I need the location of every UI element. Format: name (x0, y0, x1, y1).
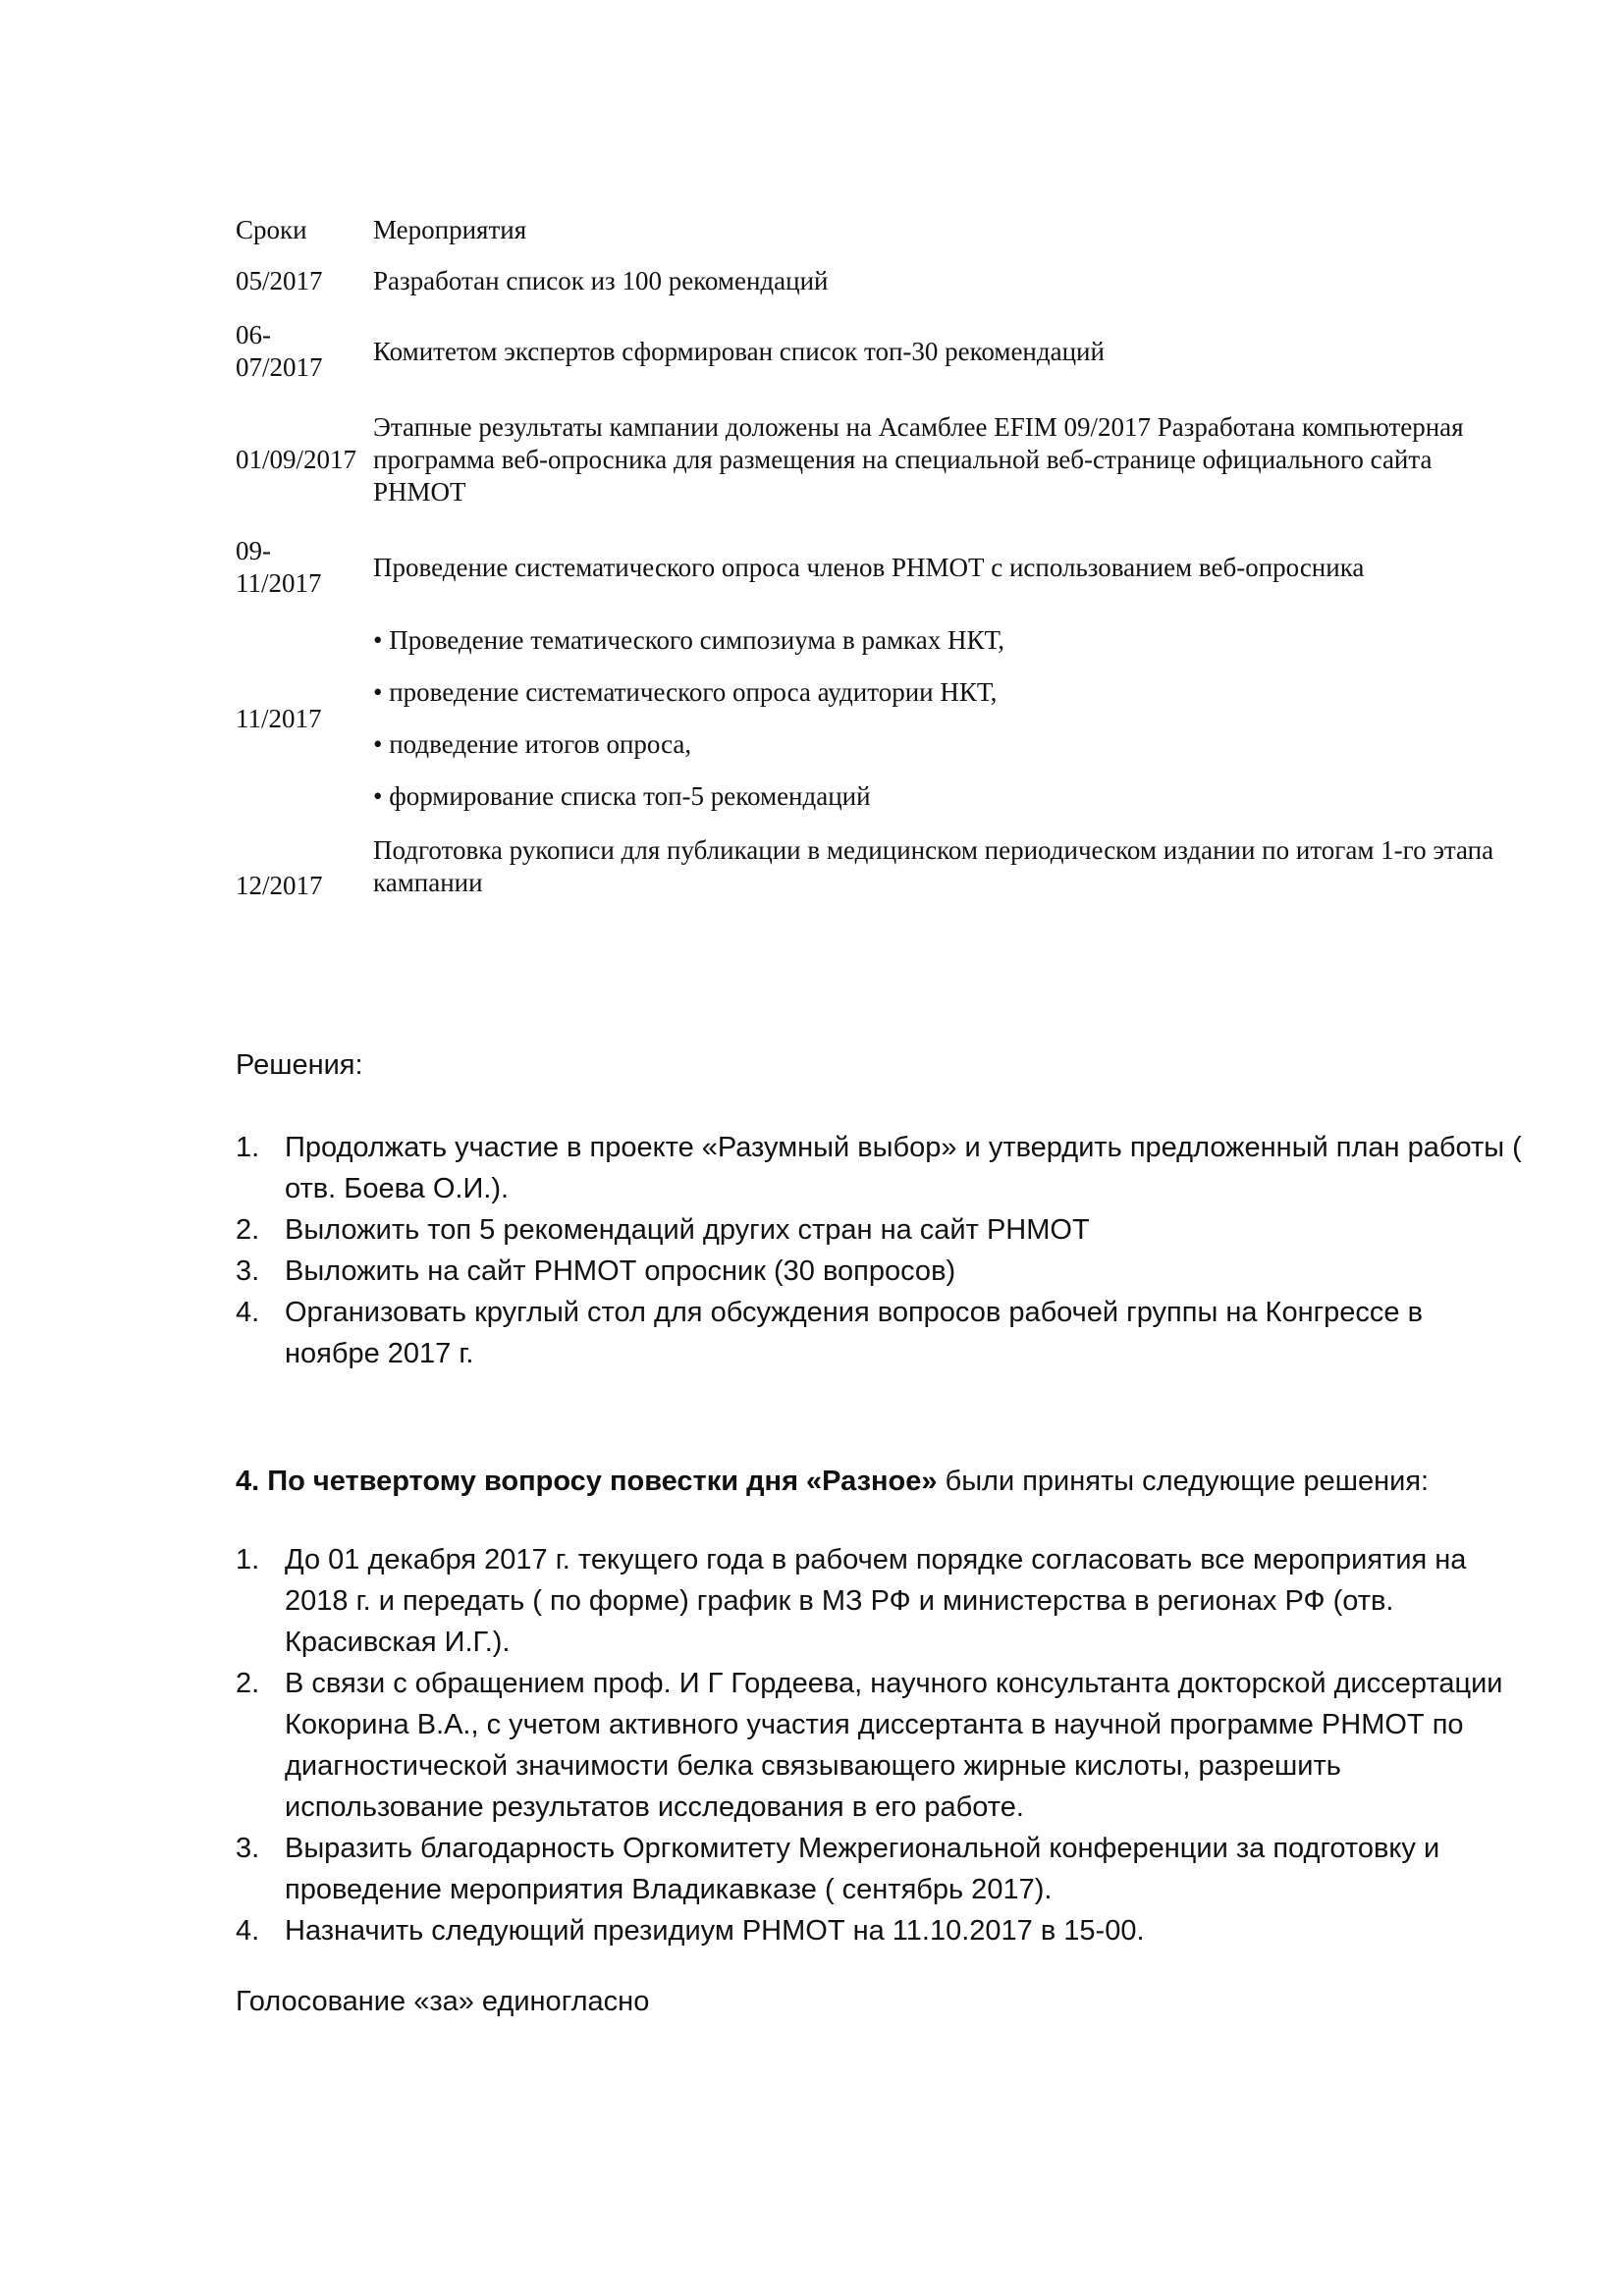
item-text: Назначить следующий президиум РНМОТ на 11.10.2017 в 15-00. (285, 1915, 1145, 1947)
item-text: Продолжать участие в проекте «Разумный выбор» и утвердить предложенный план работы ( отв. Боева О.И.). (285, 1132, 1522, 1204)
list-item (236, 1251, 1522, 1292)
section-4-heading (236, 1461, 1522, 1502)
item-number: 3. (236, 1255, 260, 1287)
item-text: До 01 декабря 2017 г. текущего года в рабочем порядке согласовать все мероприятия на 2018 г. и передать ( по форме) график в МЗ РФ и министерства в регионах РФ (отв. Красивская И.Г.). (285, 1544, 1467, 1658)
item-text: Выразить благодарность Оргкомитету Межрегиональной конференции за подготовку и проведение мероприятия Владикавказе ( сентябрь 2017). (285, 1833, 1440, 1905)
bullet-item: • формирование списка топ-5 рекомендаций (373, 781, 871, 811)
schedule-row (236, 253, 1522, 308)
section-4-heading-rest: были приняты следующие решения: (937, 1466, 1430, 1497)
list-item (236, 1127, 1522, 1209)
decisions-title: Решения: (236, 1049, 363, 1081)
list-item (236, 1663, 1522, 1828)
item-text: Выложить на сайт РНМОТ опросник (30 вопросов) (285, 1255, 956, 1287)
item-number: 2. (236, 1214, 260, 1246)
header-event: Мероприятия (373, 214, 527, 244)
row-event: Проведение систематического опроса членов РНМОТ с использованием веб-опросника (373, 552, 1365, 582)
row-date-line: 11/2017 (236, 568, 322, 598)
item-number: 2. (236, 1668, 260, 1699)
schedule-row (236, 308, 1522, 395)
row-date: 05/2017 (236, 265, 323, 295)
bullet-item: • Проведение тематического симпозиума в рамках НКТ, (373, 625, 1005, 655)
list-item (236, 1539, 1522, 1663)
row-date: 11/2017 (236, 703, 322, 733)
list-item (236, 1910, 1522, 1951)
schedule-row (236, 395, 1522, 524)
list-item (236, 1828, 1522, 1910)
row-date (236, 319, 373, 384)
list-item (236, 1209, 1522, 1251)
schedule-row (236, 827, 1522, 925)
row-date-line: 06- (236, 320, 271, 349)
item-text: Выложить топ 5 рекомендаций других стран на сайт РНМОТ (285, 1214, 1090, 1246)
row-event: Разработан список из 100 рекомендаций (373, 265, 829, 295)
list-item (236, 1292, 1522, 1374)
row-date (236, 535, 373, 600)
item-text: В связи с обращением проф. И Г Гордеева, научного консультанта докторской диссертации Кокорина В.А., с учетом активного участия диссертанта в научной программе РНМОТ по диагностической значимости белка связывающего жирные кислоты, разрешить использование результатов исследования в его работе. (285, 1668, 1503, 1823)
voting-result: Голосование «за» единогласно (236, 1986, 650, 2017)
row-date-line: 07/2017 (236, 352, 323, 382)
item-number: 4. (236, 1297, 260, 1328)
bullet-item: • подведение итогов опроса, (373, 729, 692, 759)
item-number: 1. (236, 1132, 260, 1163)
item-text: Организовать круглый стол для обсуждения вопросов рабочей группы на Конгрессе в ноябре 2017 г. (285, 1297, 1424, 1369)
section-4-list (236, 1539, 1522, 1951)
row-date: 12/2017 (236, 871, 323, 900)
row-event: Комитетом экспертов сформирован список топ-30 рекомендаций (373, 336, 1105, 366)
schedule-table (236, 206, 1522, 925)
schedule-row (236, 611, 1522, 827)
row-event-bullets (373, 614, 1522, 823)
decisions-list (236, 1127, 1522, 1374)
section-4-heading-bold: 4. По четвертому вопросу повестки дня «Разное» (236, 1466, 938, 1497)
row-event: Этапные результаты кампании доложены на Асамблее EFIM 09/2017 Разработана компьютерная программа веб-опросника для размещения на специальной веб-странице официального сайта РНМОТ (373, 411, 1464, 507)
row-date-line: 09- (236, 536, 271, 565)
schedule-row (236, 524, 1522, 611)
item-number: 4. (236, 1915, 260, 1947)
row-event: Подготовка рукописи для публикации в медицинском периодическом издании по итогам 1-го этапа кампании (373, 835, 1494, 897)
item-number: 3. (236, 1833, 260, 1864)
header-date: Сроки (236, 214, 307, 244)
item-number: 1. (236, 1544, 260, 1575)
row-date: 01/09/2017 (236, 444, 357, 474)
bullet-item: • проведение систематического опроса аудитории НКТ, (373, 677, 998, 707)
schedule-header-row (236, 206, 1522, 253)
